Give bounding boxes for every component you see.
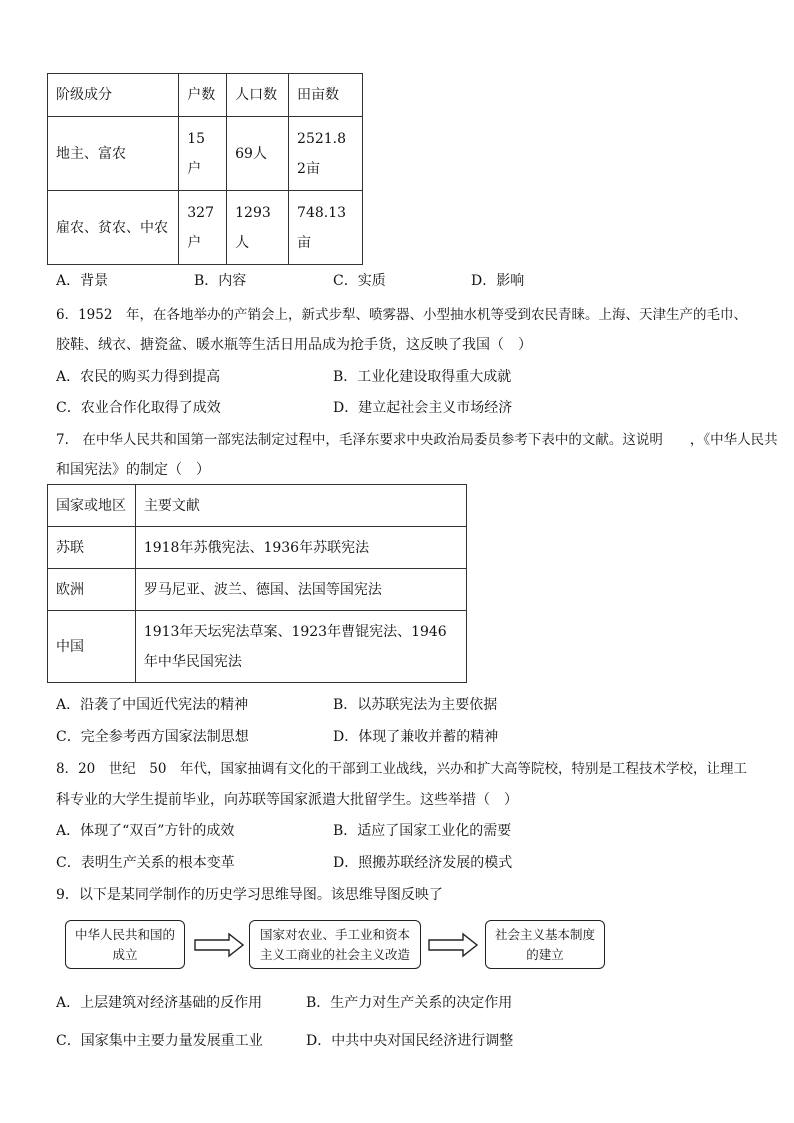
option-a[interactable]: A．沿袭了中国近代宪法的精神 <box>56 697 249 713</box>
option-d[interactable]: D．建立起社会主义市场经济 <box>333 400 513 416</box>
table-header-row <box>48 485 467 527</box>
option-c[interactable]: C．表明生产关系的根本变革 <box>56 855 235 871</box>
table-cell: 2521.82亩 <box>289 117 363 191</box>
table-row <box>48 569 467 611</box>
table-cell: 雇农、贫农、中农 <box>48 191 179 265</box>
table-cell: 1918年苏俄宪法、1936年苏联宪法 <box>135 527 466 569</box>
table-header-cell: 户数 <box>179 74 227 117</box>
option-a[interactable]: A．背景 <box>56 273 109 289</box>
table-cell: 苏联 <box>48 527 136 569</box>
question-9-text: 9．以下是某同学制作的历史学习思维导图。该思维导图反映了 <box>56 887 443 903</box>
option-a[interactable]: A．农民的购买力得到提高 <box>56 369 221 385</box>
question-6-text-cont: 胶鞋、绒衣、搪瓷盆、暖水瓶等生活日用品成为抢手货，这反映了我国（ ） <box>56 337 532 353</box>
flow-box-socialist-transformation <box>249 920 421 969</box>
table-header-cell: 主要文献 <box>135 485 466 527</box>
option-a[interactable]: A．体现了“双百”方针的成效 <box>56 823 235 839</box>
table-cell: 69人 <box>227 117 289 191</box>
constitution-references-table <box>47 484 467 683</box>
table-header-cell: 人口数 <box>227 74 289 117</box>
question-6-text: 6．1952 年，在各地举办的产销会上，新式步犁、喷雾器、小型抽水机等受到农民青睐。上海、天津生产的毛巾、 <box>56 307 747 323</box>
flow-box-basic-system <box>485 920 605 969</box>
flow-box-label: 社会主义基本制度的建立 <box>494 926 595 962</box>
option-b[interactable]: B．生产力对生产关系的决定作用 <box>306 995 513 1011</box>
table-row <box>48 611 467 683</box>
question-8-text-cont: 科专业的大学生提前毕业，向苏联等国家派遣大批留学生。这些举措（ ） <box>56 792 518 808</box>
flow-box-label: 国家对农业、手工业和资本主义工商业的社会主义改造 <box>259 926 410 962</box>
question-7-text: 7. 在中华人民共和国第一部宪法制定过程中，毛泽东要求中央政治局委员参考下表中的文献。这说明 ，《中华人民共 <box>56 432 778 448</box>
table-cell: 1293人 <box>227 191 289 265</box>
right-arrow-icon <box>427 932 479 958</box>
land-distribution-table <box>47 73 363 265</box>
option-d[interactable]: D．照搬苏联经济发展的模式 <box>333 855 513 871</box>
option-b[interactable]: B．以苏联宪法为主要依据 <box>333 697 498 713</box>
table-cell: 15户 <box>179 117 227 191</box>
flow-box-founding <box>65 920 185 969</box>
option-b[interactable]: B．工业化建设取得重大成就 <box>333 369 512 385</box>
table-cell: 欧洲 <box>48 569 136 611</box>
option-a[interactable]: A．上层建筑对经济基础的反作用 <box>56 995 263 1011</box>
option-c[interactable]: C．农业合作化取得了成效 <box>56 400 221 416</box>
option-c[interactable]: C．完全参考西方国家法制思想 <box>56 729 249 745</box>
table-header-cell: 国家或地区 <box>48 485 136 527</box>
table-header-cell: 田亩数 <box>289 74 363 117</box>
option-c[interactable]: C．国家集中主要力量发展重工业 <box>56 1033 263 1049</box>
table-row <box>48 191 363 265</box>
option-b[interactable]: B．内容 <box>194 273 247 289</box>
table-header-row <box>48 74 363 117</box>
table-row <box>48 527 467 569</box>
flow-box-label: 中华人民共和国的成立 <box>74 926 175 962</box>
question-8-text: 8．20 世纪 50 年代，国家抽调有文化的干部到工业战线，兴办和扩大高等院校，特别是工程技术学校，让理工 <box>56 761 747 777</box>
table-cell: 地主、富农 <box>48 117 179 191</box>
option-b[interactable]: B．适应了国家工业化的需要 <box>333 823 512 839</box>
option-c[interactable]: C．实质 <box>333 273 386 289</box>
table-cell: 中国 <box>48 611 136 683</box>
table-header-cell: 阶级成分 <box>48 74 179 117</box>
right-arrow-icon <box>193 932 245 958</box>
option-d[interactable]: D．影响 <box>471 273 525 289</box>
table-cell: 1913年天坛宪法草案、1923年曹锟宪法、1946年中华民国宪法 <box>135 611 466 683</box>
question-7-text-cont: 和国宪法》的制定（ ） <box>56 462 210 478</box>
option-d[interactable]: D．体现了兼收并蓄的精神 <box>333 729 499 745</box>
table-cell: 罗马尼亚、波兰、德国、法国等国宪法 <box>135 569 466 611</box>
table-cell: 327户 <box>179 191 227 265</box>
table-row <box>48 117 363 191</box>
option-d[interactable]: D．中共中央对国民经济进行调整 <box>306 1033 514 1049</box>
table-cell: 748.13亩 <box>289 191 363 265</box>
